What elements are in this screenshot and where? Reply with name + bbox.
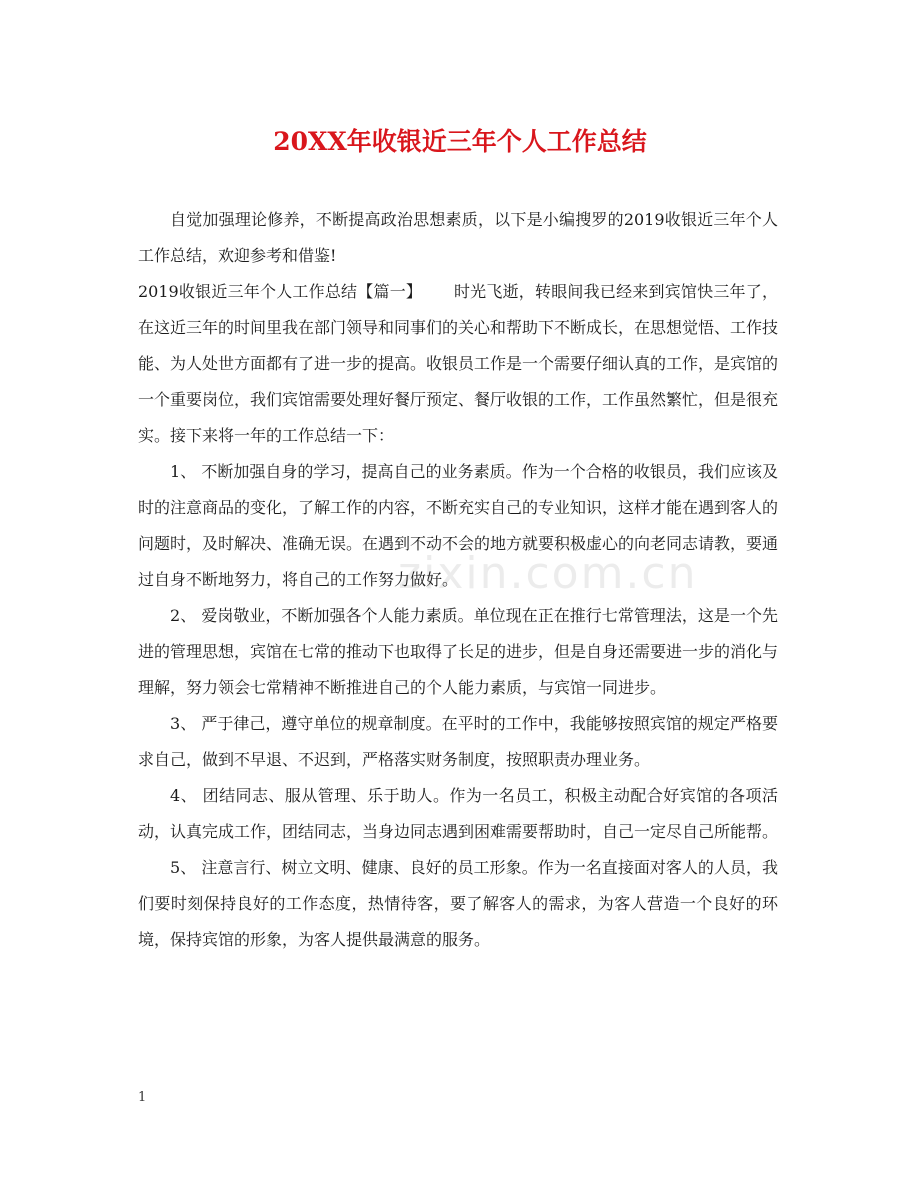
watermark: zixin.com.cn: [398, 548, 698, 599]
list-item: 5、 注意言行、树立文明、健康、良好的员工形象。作为一名直接面对客人的人员，我们要时刻保持良好的工作态度，热情待客，要了解客人的需求，为客人营造一个良好的环境，保持宾馆的形象，为客人提供最满意的服务。: [138, 858, 778, 949]
document-title: 20XX年收银近三年个人工作总结: [273, 127, 647, 156]
list-item: 1、 不断加强自身的学习，提高自己的业务素质。作为一个合格的收银员，我们应该及时的注意商品的变化，了解工作的内容，不断充实自己的专业知识，这样才能在遇到客人的问题时，及时解决、准确无误。在遇到不动不会的地方就要积极虚心的向老同志请教，要通过自身不断地努力，将自己的工作努力做好。: [138, 462, 779, 589]
list-item: 3、 严于律己，遵守单位的规章制度。在平时的工作中，我能够按照宾馆的规定严格要求自己，做到不早退、不迟到，严格落实财务制度，按照职责办理业务。: [138, 714, 778, 769]
intro-paragraph: 自觉加强理论修养，不断提高政治思想素质，以下是小编搜罗的2019收银近三年个人工作总结，欢迎参考和借鉴!: [138, 210, 778, 265]
page-number: 1: [138, 1090, 147, 1105]
section-lead: 时光飞逝，转眼间我已经来到宾馆快三年了，在这近三年的时间里我在部门领导和同事们的关心和帮助下不断成长，在思想觉悟、工作技能、为人处世方面都有了进一步的提高。收银员工作是一个需要仔细认真的工作，是宾馆的一个重要岗位，我们宾馆需要处理好餐厅预定、餐厅收银的工作，工作虽然繁忙，但是很充实。接下来将一年的工作总结一下：: [138, 282, 779, 445]
document-body: [138, 202, 778, 958]
list-item: 2、 爱岗敬业，不断加强各个人能力素质。单位现在正在推行七常管理法，这是一个先进的管理思想，宾馆在七常的推动下也取得了长足的进步，但是自身还需要进一步的消化与理解，努力领会七常精神不断推进自己的个人能力素质，与宾馆一同进步。: [138, 606, 779, 697]
list-item: 4、 团结同志、服从管理、乐于助人。作为一名员工，积极主动配合好宾馆的各项活动，认真完成工作，团结同志，当身边同志遇到困难需要帮助时，自己一定尽自己所能帮。: [138, 786, 779, 841]
section-paragraph: [138, 274, 778, 454]
section-heading: 2019收银近三年个人工作总结【篇一】: [138, 282, 423, 301]
